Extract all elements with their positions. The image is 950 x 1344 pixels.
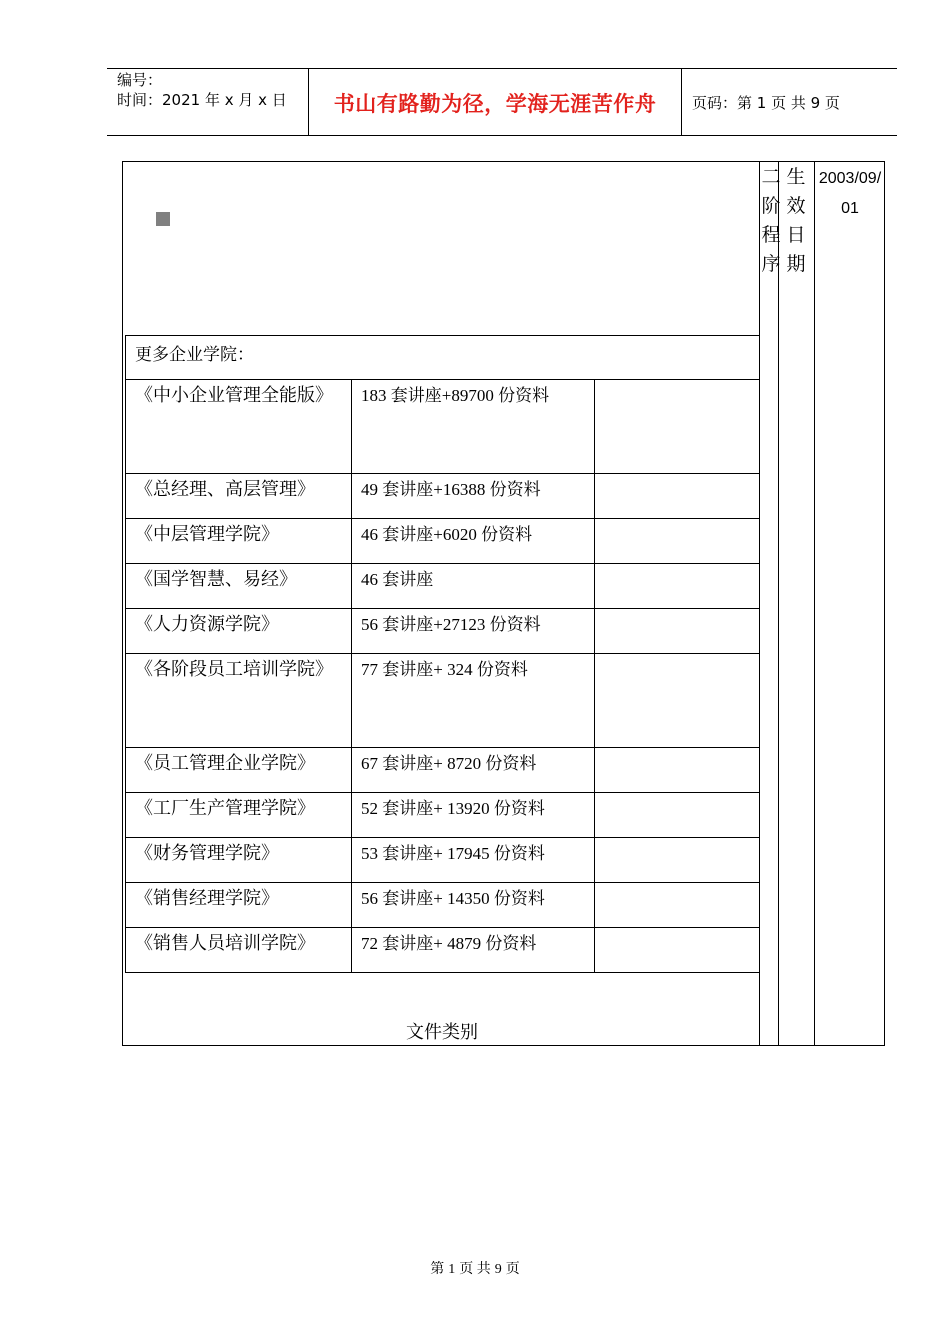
academy-name: 《销售经理学院》 <box>135 888 279 909</box>
academy-resource-count: 56 套讲座+ 14350 份资料 <box>361 889 545 908</box>
academy-name: 《销售人员培训学院》 <box>135 933 315 954</box>
header-page-label: 页码：第 1 页 共 9 页 <box>692 94 840 112</box>
academy-resource-count: 46 套讲座+6020 份资料 <box>361 525 533 544</box>
list-box-top <box>125 335 760 336</box>
academy-resource-count: 53 套讲座+ 17945 份资料 <box>361 844 545 863</box>
academy-resource-count: 56 套讲座+27123 份资料 <box>361 615 541 634</box>
vertical-label-stage-program: 二 阶 程 序 <box>761 166 781 275</box>
doc-number-label: 编号： <box>117 71 163 89</box>
list-column-divider-2 <box>594 379 595 972</box>
header-divider-2 <box>681 68 682 136</box>
academy-name: 《国学智慧、易经》 <box>135 569 297 590</box>
column-divider-c <box>814 161 815 1046</box>
academy-name: 《中层管理学院》 <box>135 524 279 545</box>
academy-resource-count: 52 套讲座+ 13920 份资料 <box>361 799 545 818</box>
document-category-label: 文件类别 <box>406 1022 478 1043</box>
table-border-left <box>122 161 123 1046</box>
footer-total-pages: 9 <box>494 1262 502 1277</box>
academy-name: 《员工管理企业学院》 <box>135 753 315 774</box>
effective-date-value: 2003/09/ 01 <box>818 170 882 217</box>
list-column-divider-1 <box>351 379 352 972</box>
header-top-rule <box>107 68 897 69</box>
academy-name: 《各阶段员工培训学院》 <box>135 659 333 680</box>
column-divider-b <box>778 161 779 1046</box>
more-academies-label: 更多企业学院： <box>135 345 254 365</box>
academy-resource-count: 72 套讲座+ 4879 份资料 <box>361 934 537 953</box>
header-bottom-rule <box>107 135 897 136</box>
header-motto: 书山有路勤为径，学海无涯苦作舟 <box>333 92 657 116</box>
academy-resource-count: 67 套讲座+ 8720 份资料 <box>361 754 537 773</box>
gray-square-bullet <box>156 212 170 226</box>
footer-page-number: 1 <box>448 1262 456 1277</box>
academy-name: 《工厂生产管理学院》 <box>135 798 315 819</box>
academy-name: 《中小企业管理全能版》 <box>135 385 333 406</box>
academy-name: 《财务管理学院》 <box>135 843 279 864</box>
academy-resource-count: 46 套讲座 <box>361 570 434 589</box>
table-border-right <box>884 161 885 1046</box>
column-divider-a <box>759 161 760 1046</box>
list-row-rule <box>125 972 760 973</box>
vertical-label-effective-date: 生 效 日 期 <box>786 166 806 275</box>
academy-resource-count: 49 套讲座+16388 份资料 <box>361 480 541 499</box>
academy-name: 《人力资源学院》 <box>135 614 279 635</box>
table-border-top <box>122 161 885 162</box>
academy-resource-count: 77 套讲座+ 324 份资料 <box>361 660 528 679</box>
page-footer: 第 1 页 共 9 页 <box>430 1262 520 1277</box>
table-border-bottom <box>122 1045 885 1046</box>
header-meta <box>117 70 287 110</box>
academy-resource-count: 183 套讲座+89700 份资料 <box>361 386 550 405</box>
time-label: 时间：2021 年 x 月 x 日 <box>117 91 287 109</box>
academy-name: 《总经理、高层管理》 <box>135 479 315 500</box>
